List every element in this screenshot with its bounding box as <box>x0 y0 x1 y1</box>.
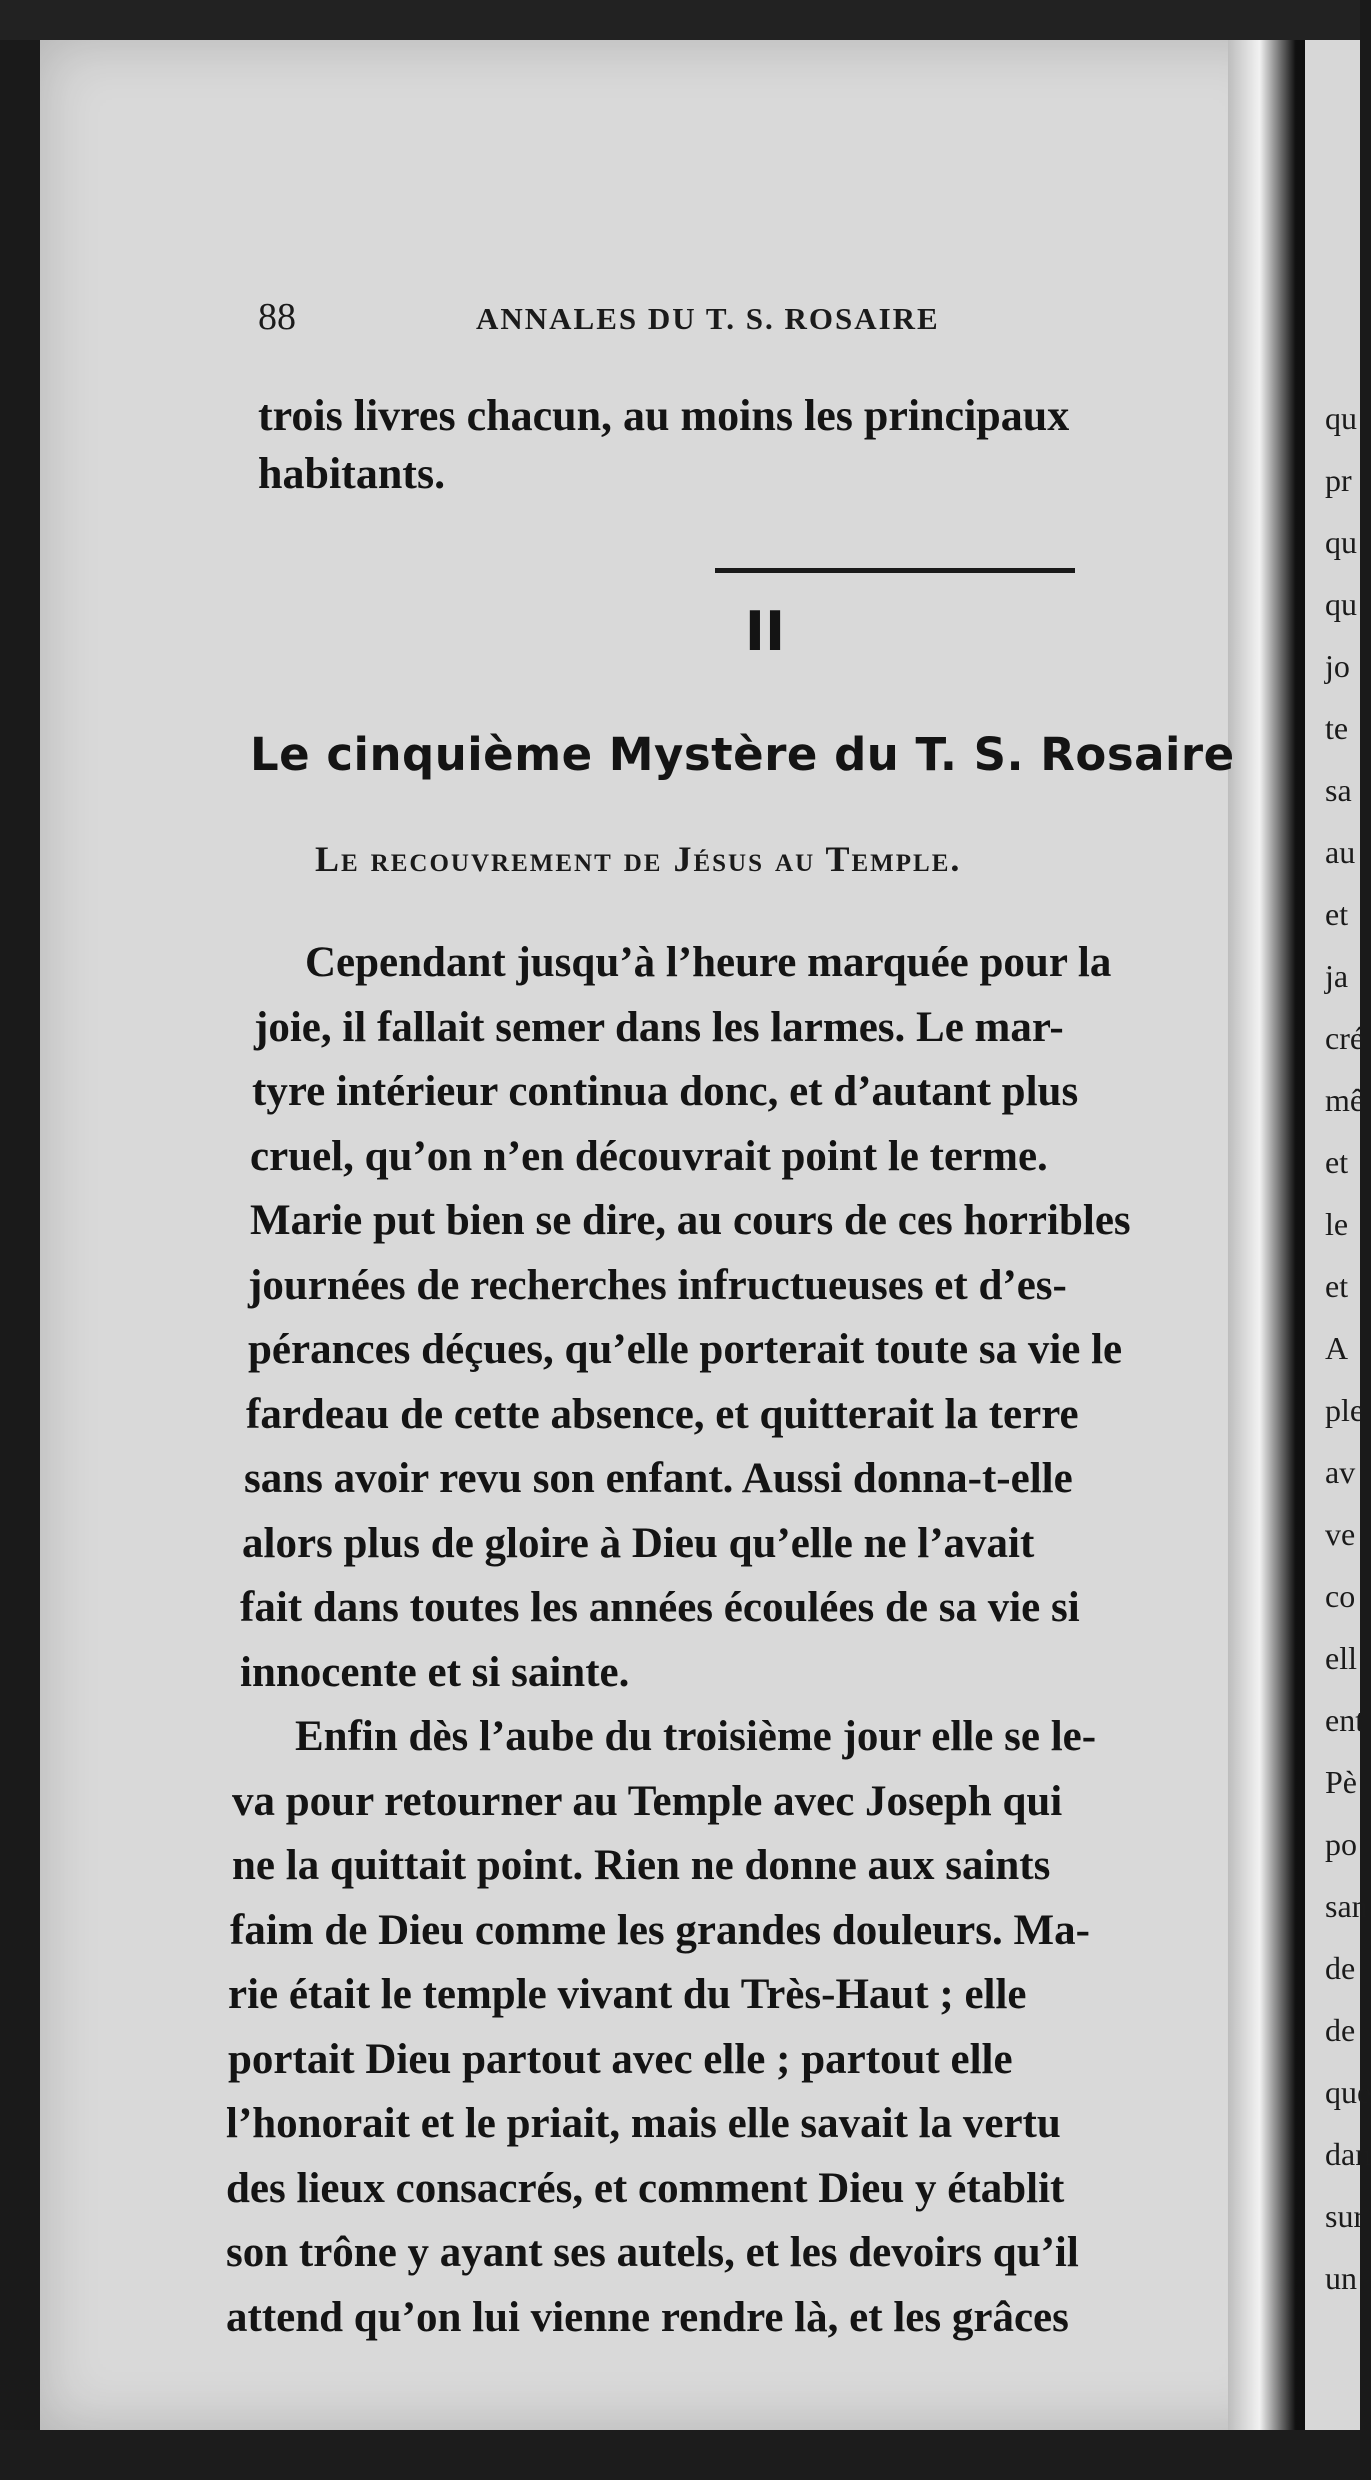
facing-page-fragment: cré <box>1325 1020 1365 1056</box>
facing-page-fragment: le <box>1325 1206 1349 1242</box>
chapter-title: Le cinquième Mystère du T. S. Rosaire <box>250 728 1235 781</box>
facing-page-fragment: ple <box>1325 1392 1365 1428</box>
body-line: pérances déçues, qu’elle porterait toute sa vie le <box>248 1326 1123 1373</box>
chapter-subtitle: Le recouvrement de Jésus au Temple. <box>315 839 962 879</box>
facing-page-fragment: san <box>1325 1888 1368 1924</box>
body-line: innocente et si sainte. <box>240 1648 630 1696</box>
body-line: fait dans toutes les années écoulées de sa vie si <box>240 1584 1080 1631</box>
facing-page-fragment: av <box>1325 1454 1356 1490</box>
running-title: ANNALES DU T. S. ROSAIRE <box>476 301 940 336</box>
body-line: son trône y ayant ses autels, et les devoirs qu’il <box>226 2229 1079 2276</box>
facing-page-fragment: que <box>1325 2074 1371 2110</box>
body-line: portait Dieu partout avec elle ; partout elle <box>228 2035 1013 2083</box>
facing-page-fragment: ent <box>1325 1702 1365 1738</box>
facing-page-fragment: qu <box>1325 524 1357 560</box>
section-divider-rule <box>715 568 1075 573</box>
body-line: attend qu’on lui vienne rendre là, et les grâces <box>226 2293 1069 2341</box>
carryover-line: trois livres chacun, au moins les principaux <box>258 391 1070 440</box>
facing-page-fragment: po <box>1325 1826 1357 1862</box>
facing-page-fragment: et <box>1325 896 1349 932</box>
facing-page-fragment: A <box>1325 1330 1349 1366</box>
facing-page-fragment: mê <box>1325 1082 1365 1118</box>
body-line: fardeau de cette absence, et quitterait la terre <box>246 1390 1079 1438</box>
facing-page-fragment: co <box>1325 1578 1356 1614</box>
facing-page-fragment: sa <box>1325 772 1352 808</box>
body-line: Enfin dès l’aube du troisième jour elle se le- <box>295 1713 1097 1760</box>
facing-page-fragment: qu <box>1325 586 1357 622</box>
body-line: joie, il fallait semer dans les larmes. Le mar- <box>254 1003 1064 1051</box>
body-line: Marie put bien se dire, au cours de ces horribles <box>250 1197 1131 1244</box>
body-line: sans avoir revu son enfant. Aussi donna-t-elle <box>244 1455 1073 1502</box>
facing-page-fragment: ja <box>1325 958 1349 994</box>
facing-page-fragment: Pè <box>1325 1764 1357 1800</box>
body-line: rie était le temple vivant du Très-Haut ; elle <box>228 1971 1027 2018</box>
facing-page-fragment: de <box>1325 2012 1356 2048</box>
scan-frame-bottom <box>0 2430 1360 2480</box>
facing-page-fragment: ve <box>1325 1516 1356 1552</box>
facing-page-fragment: ell <box>1325 1640 1357 1676</box>
facing-page-fragment: de <box>1325 1950 1356 1986</box>
facing-page-fragment: te <box>1325 710 1349 746</box>
facing-page-fragment: pr <box>1325 462 1352 498</box>
body-line: tyre intérieur continua donc, et d’autant plus <box>252 1068 1079 1115</box>
facing-page-fragment: un <box>1325 2260 1357 2296</box>
body-line: ne la quittait point. Rien ne donne aux saints <box>232 1842 1051 1889</box>
body-line: journées de recherches infructueuses et d’es- <box>248 1261 1067 1309</box>
body-line: cruel, qu’on n’en découvrait point le terme. <box>250 1132 1048 1180</box>
body-line: des lieux consacrés, et comment Dieu y établit <box>226 2164 1065 2212</box>
body-line: faim de Dieu comme les grandes douleurs. Ma- <box>230 1906 1090 1954</box>
body-line: va pour retourner au Temple avec Joseph qui <box>232 1777 1063 1825</box>
facing-page-fragment: et <box>1325 1268 1349 1304</box>
facing-page-fragment: et <box>1325 1144 1349 1180</box>
page-header <box>258 295 1078 355</box>
body-line: alors plus de gloire à Dieu qu’elle ne l’avait <box>242 1519 1035 1567</box>
body-line: Cependant jusqu’à l’heure marquée pour la <box>305 939 1112 986</box>
facing-page-fragment: qu <box>1325 400 1357 436</box>
facing-page-fragment: au <box>1325 834 1356 870</box>
facing-page-fragment: jo <box>1325 648 1350 684</box>
body-line: l’honorait et le priait, mais elle savait la vertu <box>226 2100 1061 2147</box>
page-number: 88 <box>258 296 296 338</box>
carryover-line: habitants. <box>258 449 446 498</box>
facing-page-fragment: dan <box>1325 2136 1371 2172</box>
scan-frame-top <box>0 0 1360 40</box>
facing-page-edge <box>1305 40 1371 2430</box>
section-numeral: II <box>744 600 786 663</box>
facing-page-fragment: sur <box>1325 2198 1365 2234</box>
